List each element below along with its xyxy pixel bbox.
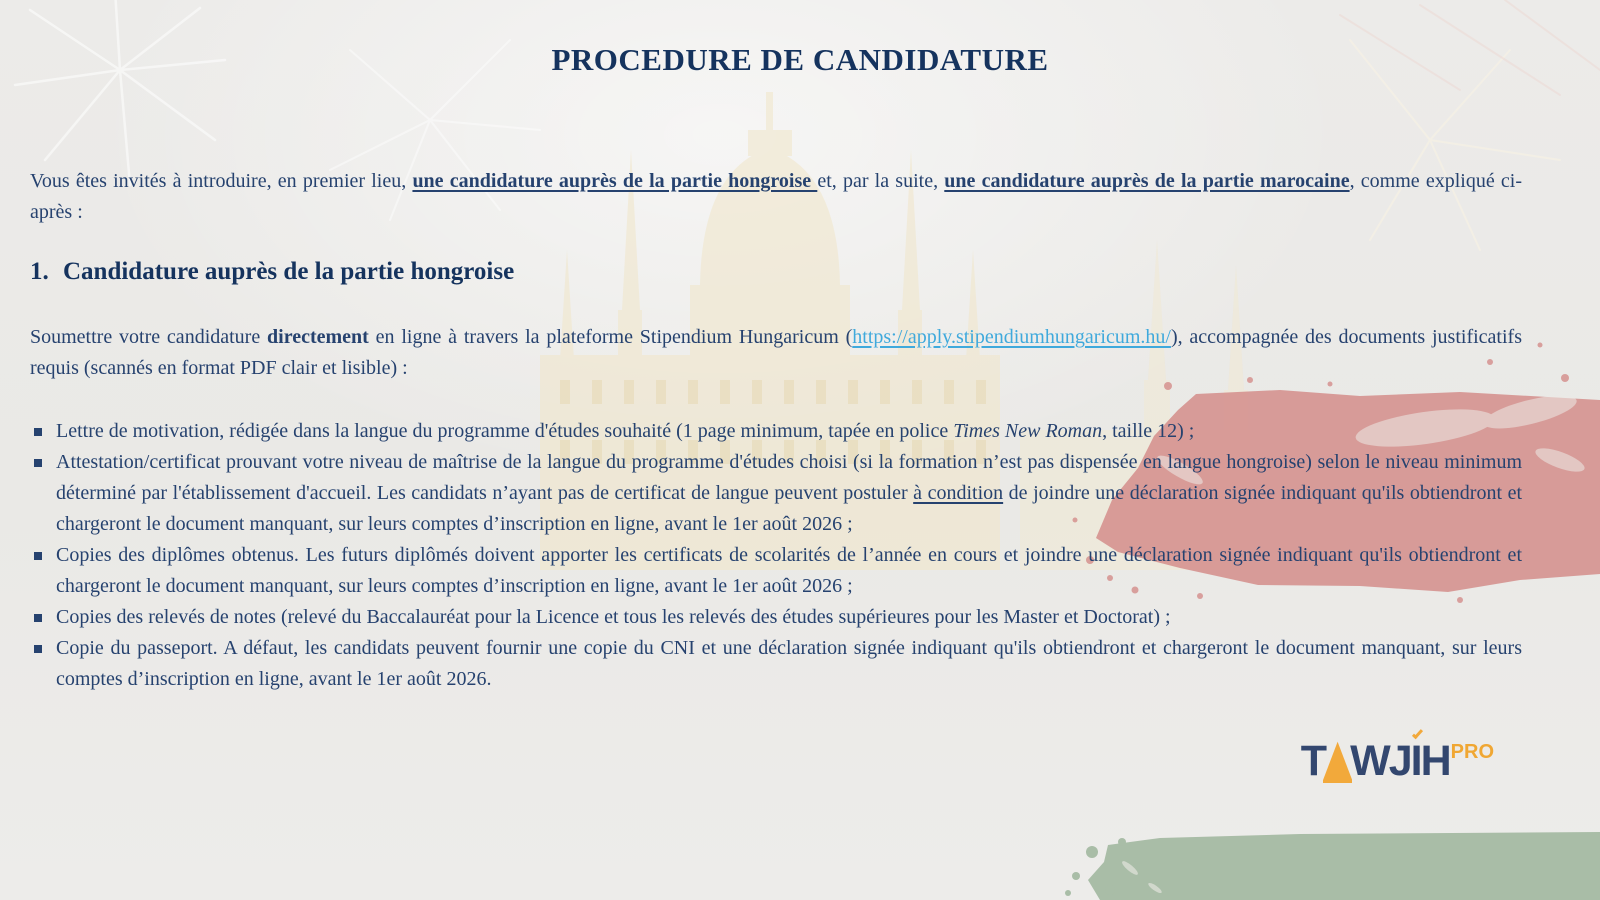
bullet-icon [34, 428, 42, 436]
intro-paragraph [30, 166, 1522, 228]
intro-text-mid: et, par la suite, [817, 170, 945, 192]
list-item [30, 416, 1522, 447]
list-item [30, 447, 1522, 540]
intro-bold-hongroise: une candidature auprès de la partie hongroise [412, 170, 818, 192]
intro-text-pre: Vous êtes invités à introduire, en premier lieu, [30, 170, 413, 192]
submit-text-mid: en ligne à travers la plateforme Stipendium Hungaricum ( [368, 326, 853, 348]
stipendium-link[interactable]: https://apply.stipendiumhungaricum.hu/ [852, 326, 1171, 348]
bullet-icon [34, 459, 42, 467]
page-title: PROCEDURE DE CANDIDATURE [551, 42, 1049, 77]
submit-text-post: ), accompagnée des documents justificatifs requis (scannés en format PDF clair et lisible) : [30, 326, 1522, 379]
logo-letter-i-wrap [1410, 737, 1421, 785]
logo-letter-a-triangle-icon [1323, 740, 1352, 783]
logo-letter-t: T [1300, 737, 1326, 785]
logo-letters-wj: WJ [1350, 737, 1411, 785]
item2-text-post: de joindre une déclaration signée indiquant qu'ils obtiendront et chargeront le document manquant, sur leurs comptes d’inscription en ligne, avant le 1er août 2026 ; [56, 482, 1522, 535]
intro-text-post: , comme expliqué ci-après : [30, 170, 1523, 223]
bullet-icon [34, 645, 42, 653]
tawjih-pro-logo [1300, 737, 1494, 785]
submit-text-pre: Soumettre votre candidature [30, 326, 268, 348]
item1-text: Lettre de motivation, rédigée dans la langue du programme d'études souhaité (1 page minimum, tapée en police [56, 420, 954, 442]
section-heading [30, 258, 1230, 286]
bullet-icon [34, 552, 42, 560]
submit-paragraph [30, 322, 1522, 384]
submit-bold-directement: directement [267, 326, 369, 348]
list-item [30, 602, 1522, 633]
intro-bold-marocaine: une candidature auprès de la partie marocaine [944, 170, 1350, 192]
item1-text-post: , taille 12) ; [1102, 420, 1195, 442]
section-heading-label: Candidature auprès de la partie hongroise [63, 258, 515, 285]
item2-text: Attestation/certificat prouvant votre niveau de maîtrise de la langue du programme d'études choisi (si la formation n’est pas dispensée en langue hongroise) selon le niveau minimum déterminé par l'établissement d'accueil. Les candidats n’ayant pas de certificat de langue peuvent postuler [56, 451, 1522, 504]
item5-text: Copie du passeport. A défaut, les candidats peuvent fournir une copie du CNI et une déclaration signée indiquant qu'ils obtiendront et chargeront le document manquant, sur leurs comptes d’inscription en ligne, avant le 1er août 2026. [56, 637, 1522, 690]
section-number: 1. [30, 258, 49, 285]
documents-list [30, 416, 1522, 695]
logo-letter-h: H [1420, 737, 1450, 785]
logo-letter-i: I [1410, 737, 1421, 785]
list-item [30, 540, 1522, 602]
item2-underline-condition: à condition [913, 482, 1004, 504]
item4-text: Copies des relevés de notes (relevé du Baccalauréat pour la Licence et tous les relevés des études supérieures pour les Master et Doctorat) ; [56, 606, 1171, 628]
bullet-icon [34, 614, 42, 622]
item3-text: Copies des diplômes obtenus. Les futurs diplômés doivent apporter les certificats de scolarités de l’année en cours et joindre une déclaration signée indiquant qu'ils obtiendront et chargeront le document manquant, sur leurs comptes d’inscription en ligne, avant le 1er août 2026 ; [56, 544, 1522, 597]
list-item [30, 633, 1522, 695]
logo-pro-suffix: PRO [1450, 741, 1494, 763]
item1-italic-font-name: Times New Roman [953, 420, 1103, 442]
logo-wordmark [1300, 737, 1450, 785]
